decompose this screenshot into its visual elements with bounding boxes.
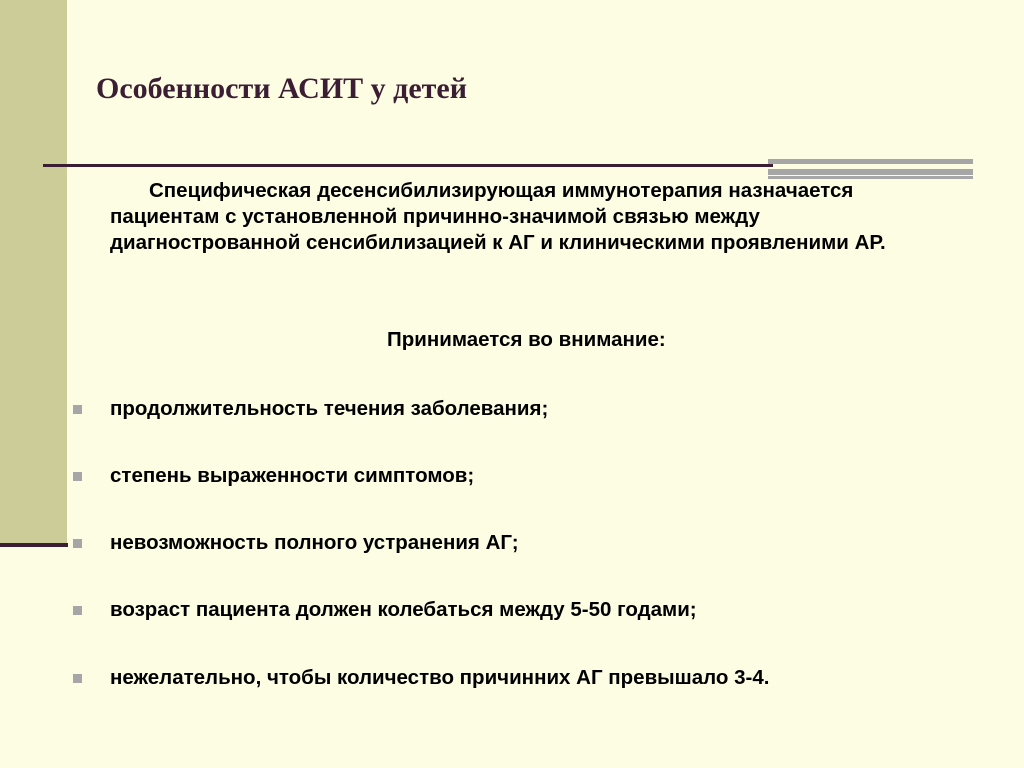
title-divider [43, 164, 773, 167]
side-decor-line [0, 543, 68, 547]
list-item [73, 597, 973, 623]
list-item [73, 396, 973, 422]
gray-decor-bar-2 [768, 169, 973, 175]
square-bullet-icon [73, 405, 82, 414]
square-bullet-icon [73, 539, 82, 548]
square-bullet-icon [73, 472, 82, 481]
square-bullet-icon [73, 606, 82, 615]
gray-decor-bar-1 [768, 159, 973, 164]
considerations-heading: Принимается во внимание: [387, 328, 666, 351]
list-item [73, 463, 973, 489]
square-bullet-icon [73, 674, 82, 683]
list-item-text: степень выраженности симптомов; [110, 464, 475, 487]
list-item-text: нежелательно, чтобы количество причинних АГ превышало 3-4. [110, 666, 770, 689]
list-item-text: невозможность полного устранения АГ; [110, 531, 519, 554]
list-item [73, 665, 973, 691]
list-item [73, 530, 973, 556]
list-item-text: возраст пациента должен колебаться между 5-50 годами; [110, 598, 697, 621]
list-item-text: продолжительность течения заболевания; [110, 397, 549, 420]
intro-paragraph: Специфическая десенсибилизирующая иммунотерапия назначается пациентам с установленной причинно-значимой связью между диагнострованной сенсибилизацией к АГ и клиническими проявленими АР. [110, 179, 886, 254]
side-decor-bar [0, 0, 67, 543]
slide-title: Особенности АСИТ у детей [96, 72, 467, 105]
